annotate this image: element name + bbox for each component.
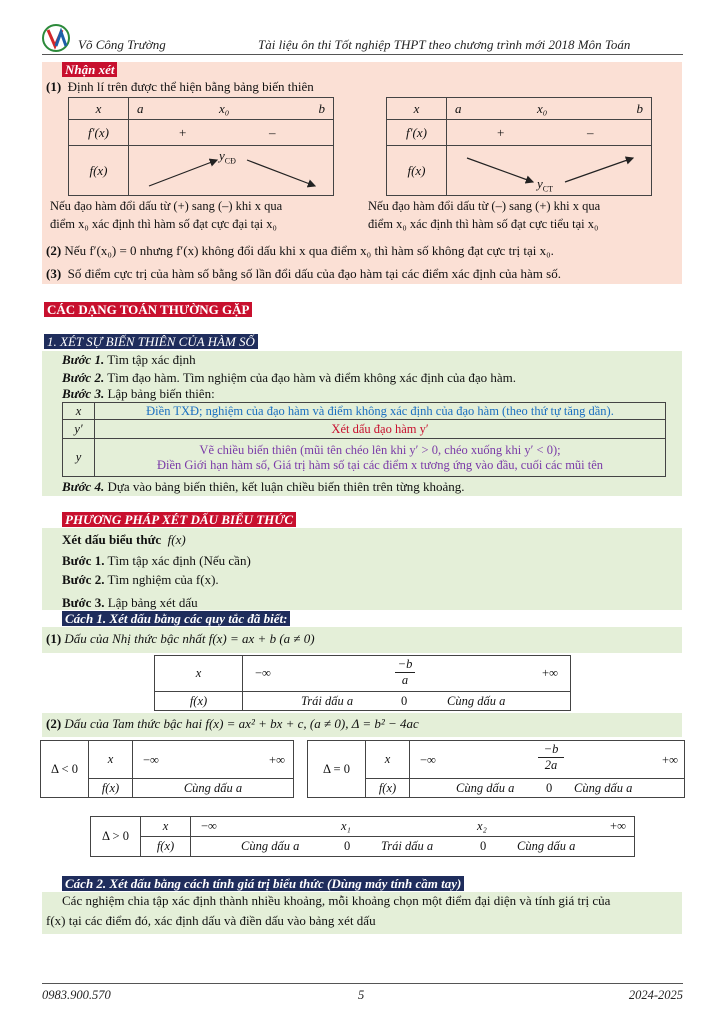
guide-yp: y′ — [63, 420, 95, 439]
qzero-x: x — [366, 741, 410, 779]
step2-text: Tìm đạo hàm. Tìm nghiệm của đạo hàm và điểm không xác định của đạo hàm. — [107, 370, 517, 385]
qneg-f: f(x) — [89, 779, 133, 798]
s2-text: Tìm nghiệm của f(x). — [107, 572, 219, 587]
header-title: Tài liệu ôn thi Tốt nghiệp THPT theo chương trình mới 2018 Môn Toán — [258, 37, 631, 52]
logo — [42, 24, 72, 52]
footer-year: 2024-2025 — [628, 988, 683, 1002]
qpos-z1: 0 — [344, 839, 351, 853]
left-note-2: điểm x₀ xác định thì hàm số đạt cực đại tại x₀ — [50, 217, 277, 231]
qpos-f: f(x) — [141, 837, 191, 857]
footer-page: 5 — [358, 988, 365, 1002]
vt-max-x0: x₀ — [219, 101, 230, 116]
vt-min-minus: – — [587, 125, 594, 140]
step4-text: Dựa vào bảng biến thiên, kết luận chiều biến thiên trên từng khoảng. — [107, 479, 465, 494]
section-title: CÁC DẠNG TOÁN THƯỜNG GẶP — [44, 302, 252, 317]
guide-x: x — [63, 403, 95, 420]
vt-max-plus: + — [179, 125, 187, 140]
vt-min-yct: $y_{CT}$ — [537, 176, 554, 194]
qzero-right: Cùng dấu a — [574, 781, 633, 795]
remark-item2: Nếu f′(x₀) = 0 nhưng f′(x) không đổi dấu khi x qua điểm x₀ thì hàm số không đạt cực trị tại x₀. — [64, 243, 554, 258]
vt-max-fp: f′(x) — [69, 120, 129, 146]
right-note-2: điểm x₀ xác định thì hàm số đạt cực tiểu tại x₀ — [368, 217, 599, 231]
qpos-x2: x₂ — [477, 819, 487, 833]
qneg-cond: Δ < 0 — [41, 741, 89, 798]
qpos-s2: Trái dấu a — [381, 839, 434, 853]
vt-max-a: a — [137, 101, 144, 116]
qneg-pos: +∞ — [269, 753, 285, 767]
qneg-x: x — [89, 741, 133, 779]
quad-neg-table — [40, 740, 294, 798]
linear-text: Dấu của Nhị thức bậc nhất f(x) = ax + b (a ≠ 0) — [64, 631, 315, 646]
vt-max-minus: – — [269, 125, 276, 140]
lin-right: Cùng dấu a — [447, 694, 506, 708]
remark-item3: Số điểm cực trị của hàm số bằng số lần đổi dấu của đạo hàm tại các điểm xác định của hàm số. — [67, 266, 561, 281]
footer-divider — [42, 983, 683, 984]
qzero-f: f(x) — [366, 779, 410, 798]
vt-max-x: x — [69, 98, 129, 120]
method-sub-f: f(x) — [167, 532, 186, 547]
qpos-neg: −∞ — [201, 819, 217, 833]
remark-title: Nhận xét — [62, 62, 117, 77]
guide-r1: Điền TXĐ; nghiệm của đạo hàm và điểm không xác định của đạo hàm (theo thứ tự tăng dần). — [95, 403, 666, 420]
step3-text: Lập bảng biến thiên: — [107, 386, 215, 401]
part1-title: 1. XÉT SỰ BIẾN THIÊN CỦA HÀM SỐ — [44, 334, 258, 349]
quad-text: Dấu của Tam thức bậc hai f(x) = ax² + bx + c, (a ≠ 0), Δ = b² − 4ac — [64, 716, 419, 731]
remark-n3: (3) — [46, 266, 62, 281]
quad-zero-table — [307, 740, 685, 798]
step1-label: Bước 1. — [62, 352, 105, 367]
linear-n: (1) — [46, 631, 62, 646]
lin-x: x — [155, 656, 243, 692]
left-note-1: Nếu đạo hàm đổi dấu từ (+) sang (–) khi x qua — [50, 199, 283, 213]
cach1-title: Cách 1. Xét dấu bằng các quy tắc đã biết: — [62, 611, 290, 626]
vt-min-fp: f′(x) — [387, 120, 447, 146]
variation-table-max — [68, 97, 334, 196]
vt-min-a: a — [455, 101, 462, 116]
s3-text: Lập bảng xét dấu — [107, 595, 198, 610]
step1-text: Tìm tập xác định — [107, 352, 196, 367]
qzero-neg: −∞ — [420, 753, 436, 767]
qzero-pos: +∞ — [662, 753, 678, 767]
lin-f: f(x) — [155, 692, 243, 711]
remark-n1: (1) — [46, 79, 62, 94]
guide-r3a: Vẽ chiều biến thiên (mũi tên chéo lên khi y′ > 0, chéo xuống khi y′ < 0); — [199, 442, 561, 457]
vt-min-x: x — [387, 98, 447, 120]
s1-label: Bước 1. — [62, 553, 105, 568]
vt-min-f: f(x) — [387, 146, 447, 196]
lin-left: Trái dấu a — [301, 694, 354, 708]
s1-text: Tìm tập xác định (Nếu cần) — [107, 553, 251, 568]
vt-max-f: f(x) — [69, 146, 129, 196]
lin-pos-inf: +∞ — [542, 666, 558, 680]
linear-sign-table — [154, 655, 571, 711]
qzero-left: Cùng dấu a — [456, 781, 515, 795]
vt-min-x0: x₀ — [537, 101, 548, 116]
qpos-x1: x₁ — [341, 819, 351, 833]
qpos-s1: Cùng dấu a — [241, 839, 300, 853]
s3-label: Bước 3. — [62, 595, 105, 610]
step4-label: Bước 4. — [62, 479, 105, 494]
qzero-cond: Δ = 0 — [308, 741, 366, 798]
quad-pos-table — [90, 816, 635, 857]
step3-label: Bước 3. — [62, 386, 105, 401]
qneg-neg: −∞ — [143, 753, 159, 767]
remark-item1: Định lí trên được thể hiện bằng bảng biến thiên — [67, 79, 314, 94]
lin-root: −b a — [395, 657, 415, 688]
method-title: PHƯƠNG PHÁP XÉT DẤU BIỂU THỨC — [62, 512, 296, 527]
lin-neg-inf: −∞ — [255, 666, 271, 680]
qpos-x: x — [141, 817, 191, 837]
qpos-s3: Cùng dấu a — [517, 839, 576, 853]
header-divider — [42, 54, 683, 55]
vt-min-plus: + — [497, 125, 505, 140]
right-note-1: Nếu đạo hàm đổi dấu từ (–) sang (+) khi x qua — [368, 199, 601, 213]
guide-r3b: Điền Giới hạn hàm số, Giá trị hàm số tại các điểm x tương ứng vào đầu, cuối các mũi tên — [156, 457, 604, 472]
guide-y: y — [63, 439, 95, 477]
vt-min-b: b — [636, 101, 643, 116]
qzero-zero: 0 — [546, 781, 553, 795]
lin-zero: 0 — [401, 694, 408, 708]
quad-n: (2) — [46, 716, 62, 731]
qpos-pos: +∞ — [610, 819, 626, 833]
guide-r2: Xét dấu đạo hàm y′ — [95, 420, 666, 439]
step2-label: Bước 2. — [62, 370, 105, 385]
footer-phone: 0983.900.570 — [42, 988, 111, 1002]
remark-n2: (2) — [46, 243, 62, 258]
vt-max-ycd: $y_{CĐ}$ — [219, 148, 236, 166]
qpos-cond: Δ > 0 — [91, 817, 141, 857]
cach2-text2: f(x) tại các điểm đó, xác định dấu và điền dấu vào bảng xét dấu — [46, 913, 376, 928]
variation-guide-table — [62, 402, 666, 477]
qpos-z2: 0 — [480, 839, 487, 853]
cach2-text1: Các nghiệm chia tập xác định thành nhiều khoảng, mỗi khoảng chọn một điểm đại diện và tính giá trị của — [62, 893, 611, 908]
method-sub: Xét dấu biểu thức — [62, 532, 162, 547]
qneg-sign: Cùng dấu a — [133, 779, 294, 798]
variation-table-min — [386, 97, 652, 196]
s2-label: Bước 2. — [62, 572, 105, 587]
vt-max-b: b — [318, 101, 325, 116]
qzero-root: −b 2a — [538, 742, 564, 773]
cach2-title: Cách 2. Xét dấu bằng cách tính giá trị biểu thức (Dùng máy tính cầm tay) — [62, 876, 464, 891]
header-author: Võ Công Trường — [78, 37, 166, 52]
